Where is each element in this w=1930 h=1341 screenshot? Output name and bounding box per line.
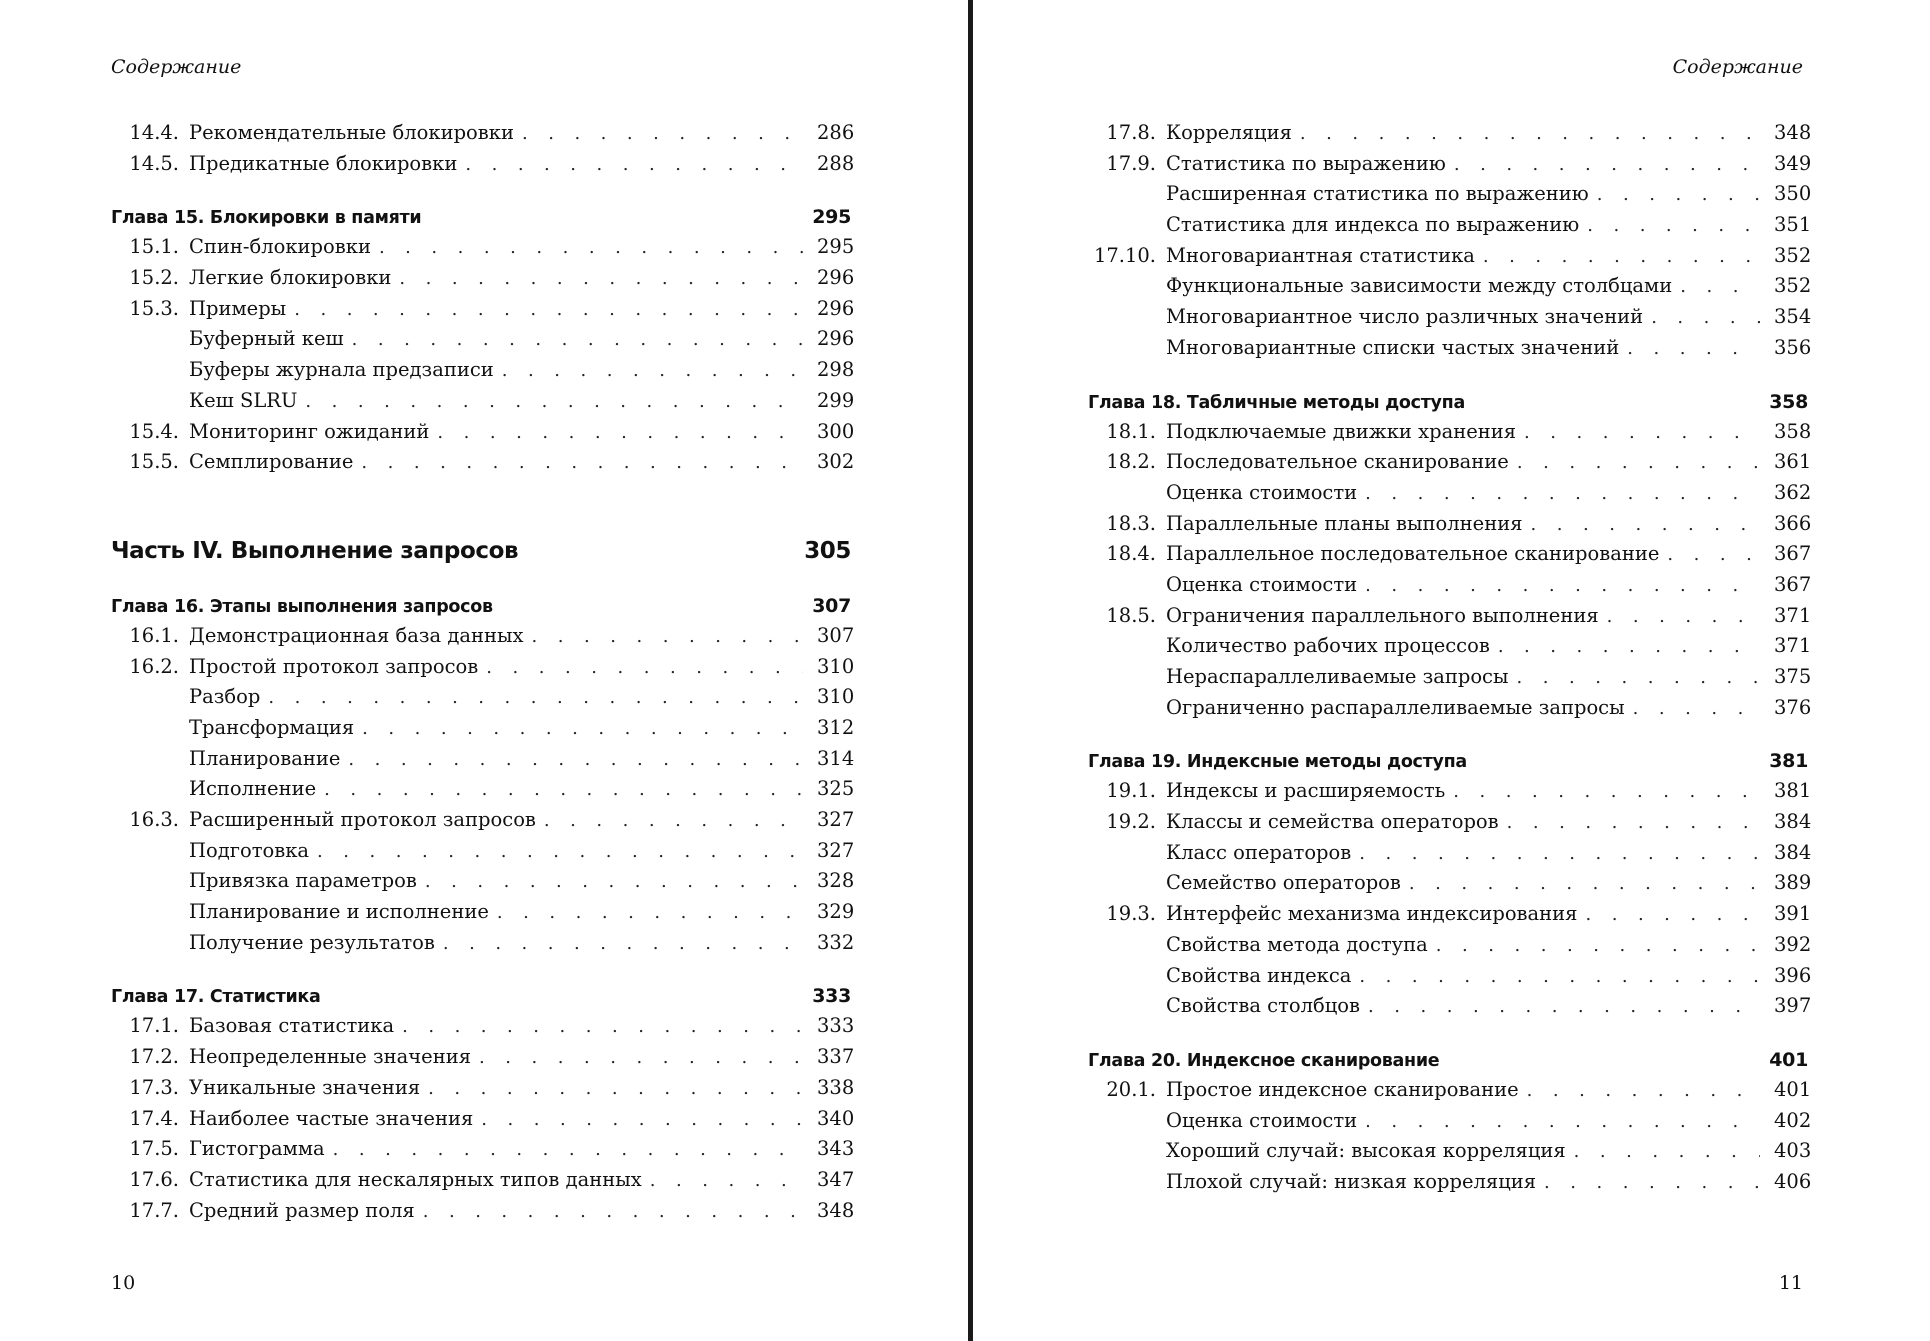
entry-page-number: 358 xyxy=(1769,390,1808,413)
dot-leader xyxy=(348,745,803,776)
toc-entry xyxy=(111,149,855,180)
dot-leader xyxy=(1359,962,1760,993)
entry-title: Получение результатов xyxy=(189,930,435,954)
entry-page-number: 384 xyxy=(1774,810,1812,834)
entry-title: Разбор xyxy=(189,685,261,709)
entry-number: 17.7. xyxy=(129,1198,179,1222)
toc-subentry xyxy=(1088,333,1812,364)
entry-page-number: 296 xyxy=(817,296,855,320)
entry-page-number: 348 xyxy=(1774,121,1812,144)
dot-leader xyxy=(1597,180,1760,211)
toc-subentry xyxy=(111,774,855,805)
entry-page-number: 354 xyxy=(1774,305,1812,329)
toc-entry xyxy=(1088,241,1812,272)
dot-leader xyxy=(1368,992,1760,1023)
entry-title: Неопределенные значения xyxy=(189,1045,472,1069)
entry-page-number: 356 xyxy=(1774,335,1812,359)
entry-number: 20.1. xyxy=(1106,1077,1156,1101)
entry-number: 14.4. xyxy=(129,121,179,144)
entry-page-number: 396 xyxy=(1774,963,1812,987)
entry-page-number: 352 xyxy=(1774,243,1812,267)
entry-page-number: 296 xyxy=(817,266,855,290)
dot-leader xyxy=(486,653,803,684)
entry-title: Оценка стоимости xyxy=(1166,480,1358,504)
dot-leader xyxy=(531,622,803,653)
dot-leader xyxy=(305,387,803,418)
entry-page-number: 381 xyxy=(1769,750,1808,773)
entry-title: Параллельные планы выполнения xyxy=(1166,511,1523,535)
entry-page-number: 298 xyxy=(817,358,855,382)
entry-number: 16.2. xyxy=(129,654,179,678)
dot-leader xyxy=(443,929,803,960)
dot-leader xyxy=(1667,540,1760,571)
toc-subentry xyxy=(1088,570,1812,601)
dot-leader xyxy=(1607,602,1760,633)
dot-leader xyxy=(428,1074,803,1105)
dot-leader xyxy=(268,683,803,714)
entry-number: 17.3. xyxy=(129,1075,179,1099)
dot-leader xyxy=(333,1135,803,1166)
entry-page-number: 286 xyxy=(817,121,855,144)
dot-leader xyxy=(1365,571,1760,602)
entry-page-number: 367 xyxy=(1774,572,1812,596)
entry-title: Наиболее частые значения xyxy=(189,1106,474,1130)
toc-entry xyxy=(111,1165,855,1196)
dot-leader xyxy=(1633,694,1760,725)
entry-title: Мониторинг ожиданий xyxy=(189,419,430,443)
entry-page-number: 300 xyxy=(817,419,855,443)
entry-title: Простое индексное сканирование xyxy=(1166,1077,1519,1101)
chapter-heading xyxy=(111,202,851,232)
dot-leader xyxy=(1359,839,1760,870)
dot-leader xyxy=(1365,1107,1760,1138)
dot-leader xyxy=(481,1105,803,1136)
entry-page-number: 343 xyxy=(817,1137,855,1161)
entry-title: Буферы журнала предзаписи xyxy=(189,358,494,382)
entry-title: Демонстрационная база данных xyxy=(189,623,524,647)
entry-number: 18.3. xyxy=(1106,511,1156,535)
entry-title: Кеш SLRU xyxy=(189,388,298,412)
entry-page-number: 314 xyxy=(817,746,855,770)
entry-page-number: 391 xyxy=(1774,902,1812,926)
dot-leader xyxy=(317,837,803,868)
dot-leader xyxy=(1409,869,1760,900)
dot-leader xyxy=(379,233,803,264)
chapter-heading xyxy=(1088,746,1808,776)
entry-title: Плохой случай: низкая корреляция xyxy=(1166,1169,1537,1193)
entry-number: 16.3. xyxy=(129,808,179,831)
entry-title: Примеры xyxy=(189,296,287,320)
gutter-divider xyxy=(968,0,973,1341)
dot-leader xyxy=(1531,510,1761,541)
toc-subentry xyxy=(111,836,855,867)
entry-number: 17.10. xyxy=(1093,243,1156,267)
toc-entry xyxy=(1088,539,1812,570)
entry-page-number: 333 xyxy=(817,1014,855,1038)
entry-title: Часть IV. Выполнение запросов xyxy=(111,537,519,564)
entry-number: 15.4. xyxy=(129,419,179,443)
toc-subentry xyxy=(1088,302,1812,333)
part-heading xyxy=(111,534,851,568)
dot-leader xyxy=(399,264,803,295)
entry-title: Предикатные блокировки xyxy=(189,151,458,175)
entry-title: Планирование и исполнение xyxy=(189,900,489,924)
entry-number: 15.1. xyxy=(129,235,179,259)
entry-page-number: 295 xyxy=(817,235,855,259)
dot-leader xyxy=(352,325,803,356)
entry-page-number: 295 xyxy=(812,206,851,229)
page-number: 11 xyxy=(1778,1272,1803,1294)
entry-title: Гистограмма xyxy=(189,1137,325,1161)
entry-number: 16.1. xyxy=(129,623,179,647)
entry-page-number: 348 xyxy=(817,1198,855,1222)
toc-entry xyxy=(111,118,855,149)
toc-subentry xyxy=(1088,868,1812,899)
entry-title: Хороший случай: высокая корреляция xyxy=(1166,1139,1566,1163)
toc-entry xyxy=(1088,899,1812,930)
toc-subentry xyxy=(1088,179,1812,210)
entry-page-number: 403 xyxy=(1774,1139,1812,1163)
entry-page-number: 299 xyxy=(817,388,855,412)
dot-leader xyxy=(1436,931,1760,962)
dot-leader xyxy=(1524,418,1760,449)
entry-number: 14.5. xyxy=(129,151,179,175)
entry-number: 18.5. xyxy=(1106,603,1156,627)
entry-title: Спин-блокировки xyxy=(189,235,371,259)
entry-page-number: 392 xyxy=(1774,932,1812,956)
entry-page-number: 376 xyxy=(1774,695,1812,719)
chapter-heading xyxy=(1088,387,1808,417)
entry-page-number: 358 xyxy=(1774,419,1812,443)
toc-entry xyxy=(1088,601,1812,632)
toc-entry xyxy=(111,1042,855,1073)
right-page xyxy=(975,0,1930,1341)
entry-number: 18.1. xyxy=(1106,419,1156,443)
entry-title: Многовариантное число различных значений xyxy=(1166,305,1644,329)
dot-leader xyxy=(1507,808,1760,839)
dot-leader xyxy=(1498,632,1760,663)
dot-leader xyxy=(423,1197,803,1228)
entry-number: 19.1. xyxy=(1106,779,1156,803)
dot-leader xyxy=(361,448,803,479)
dot-leader xyxy=(650,1166,803,1197)
entry-page-number: 402 xyxy=(1774,1108,1812,1132)
toc-entry xyxy=(111,417,855,448)
entry-page-number: 325 xyxy=(817,777,855,801)
dot-leader xyxy=(425,867,803,898)
toc-entry xyxy=(1088,118,1812,149)
toc-subentry xyxy=(1088,631,1812,662)
entry-page-number: 296 xyxy=(817,327,855,351)
toc-subentry xyxy=(1088,478,1812,509)
toc-subentry xyxy=(1088,662,1812,693)
toc-entry xyxy=(111,294,855,325)
entry-page-number: 375 xyxy=(1774,665,1812,688)
entry-title: Ограниченно распараллеливаемые запросы xyxy=(1166,695,1625,719)
entry-number: 18.2. xyxy=(1106,450,1156,474)
entry-page-number: 384 xyxy=(1774,840,1812,864)
dot-leader xyxy=(362,714,803,745)
entry-number: 15.3. xyxy=(129,296,179,320)
entry-page-number: 349 xyxy=(1774,151,1812,175)
entry-page-number: 310 xyxy=(817,654,855,678)
entry-page-number: 389 xyxy=(1774,871,1812,895)
entry-page-number: 397 xyxy=(1774,994,1812,1018)
dot-leader xyxy=(402,1012,803,1043)
entry-number: 19.3. xyxy=(1106,902,1156,926)
entry-title: Семейство операторов xyxy=(1166,871,1401,895)
toc-entry xyxy=(111,1104,855,1135)
toc-subentry xyxy=(1088,991,1812,1022)
entry-page-number: 338 xyxy=(817,1075,855,1099)
entry-title: Уникальные значения xyxy=(189,1075,421,1099)
toc-entry xyxy=(111,805,855,836)
dot-leader xyxy=(324,775,803,806)
entry-title: Интерфейс механизма индексирования xyxy=(1166,902,1578,926)
toc-entry xyxy=(111,1073,855,1104)
toc-subentry xyxy=(111,928,855,959)
dot-leader xyxy=(497,898,803,929)
entry-title: Буферный кеш xyxy=(189,327,344,351)
entry-title: Базовая статистика xyxy=(189,1014,395,1038)
toc-entry xyxy=(1088,417,1812,448)
entry-title: Глава 18. Табличные методы доступа xyxy=(1088,392,1465,413)
entry-title: Средний размер поля xyxy=(189,1198,415,1222)
entry-title: Подключаемые движки хранения xyxy=(1166,419,1517,443)
toc-subentry xyxy=(1088,1136,1812,1167)
toc-subentry xyxy=(1088,693,1812,724)
entry-number: 17.1. xyxy=(129,1014,179,1038)
dot-leader xyxy=(1585,900,1760,931)
toc-subentry xyxy=(1088,210,1812,241)
dot-leader xyxy=(1527,1076,1760,1107)
dot-leader xyxy=(1517,663,1761,694)
dot-leader xyxy=(522,119,803,150)
entry-title: Легкие блокировки xyxy=(189,266,392,290)
entry-number: 17.5. xyxy=(129,1137,179,1161)
dot-leader xyxy=(479,1043,803,1074)
entry-page-number: 302 xyxy=(817,450,855,474)
dot-leader xyxy=(1517,448,1760,479)
entry-title: Глава 19. Индексные методы доступа xyxy=(1088,752,1467,773)
toc-entry xyxy=(1088,1075,1812,1106)
toc-subentry xyxy=(111,866,855,897)
entry-page-number: 340 xyxy=(817,1106,855,1130)
dot-leader xyxy=(1627,334,1760,365)
entry-page-number: 351 xyxy=(1774,213,1812,237)
toc-subentry xyxy=(1088,930,1812,961)
toc-entry xyxy=(1088,149,1812,180)
entry-page-number: 307 xyxy=(812,594,851,617)
toc-entry xyxy=(1088,509,1812,540)
entry-title: Нераспараллеливаемые запросы xyxy=(1166,665,1509,688)
entry-title: Глава 16. Этапы выполнения запросов xyxy=(111,596,493,617)
toc-entry xyxy=(111,652,855,683)
dot-leader xyxy=(1300,119,1760,150)
toc-subentry xyxy=(111,744,855,775)
entry-page-number: 361 xyxy=(1774,450,1812,474)
dot-leader xyxy=(544,806,803,837)
dot-leader xyxy=(1454,150,1760,181)
toc-entry xyxy=(111,1011,855,1042)
entry-page-number: 288 xyxy=(817,151,855,175)
entry-title: Семплирование xyxy=(189,450,354,474)
entry-number: 17.9. xyxy=(1106,151,1156,175)
entry-title: Параллельное последовательное сканирование xyxy=(1166,542,1660,566)
entry-page-number: 366 xyxy=(1774,511,1812,535)
toc-entry xyxy=(111,447,855,478)
entry-number: 18.4. xyxy=(1106,542,1156,566)
toc-subentry xyxy=(1088,838,1812,869)
dot-leader xyxy=(1574,1137,1760,1168)
chapter-heading xyxy=(111,591,851,621)
running-head: Содержание xyxy=(1672,56,1803,78)
entry-title: Свойства столбцов xyxy=(1166,994,1360,1018)
entry-page-number: 327 xyxy=(817,808,855,831)
entry-title: Последовательное сканирование xyxy=(1166,450,1509,474)
toc-subentry xyxy=(1088,271,1812,302)
dot-leader xyxy=(1483,242,1760,273)
toc-subentry xyxy=(111,386,855,417)
toc-subentry xyxy=(1088,1106,1812,1137)
entry-page-number: 312 xyxy=(817,715,855,739)
chapter-heading xyxy=(111,981,851,1011)
entry-number: 19.2. xyxy=(1106,810,1156,834)
entry-number: 15.5. xyxy=(129,450,179,474)
dot-leader xyxy=(1680,272,1760,303)
page-number: 10 xyxy=(111,1272,136,1294)
entry-page-number: 381 xyxy=(1774,779,1812,803)
chapter-heading xyxy=(1088,1045,1808,1075)
entry-page-number: 333 xyxy=(812,985,851,1008)
entry-page-number: 332 xyxy=(817,930,855,954)
entry-page-number: 406 xyxy=(1774,1169,1812,1193)
entry-number: 17.8. xyxy=(1106,121,1156,144)
toc-entry xyxy=(111,263,855,294)
entry-title: Глава 17. Статистика xyxy=(111,987,321,1008)
entry-page-number: 347 xyxy=(817,1167,855,1191)
entry-title: Глава 15. Блокировки в памяти xyxy=(111,208,422,229)
toc-entry xyxy=(111,1196,855,1227)
toc-entry xyxy=(1088,807,1812,838)
entry-number: 17.6. xyxy=(129,1167,179,1191)
entry-title: Оценка стоимости xyxy=(1166,1108,1358,1132)
running-head: Содержание xyxy=(111,56,242,78)
entry-title: Глава 20. Индексное сканирование xyxy=(1088,1050,1440,1071)
entry-page-number: 310 xyxy=(817,685,855,709)
entry-title: Подготовка xyxy=(189,838,310,862)
entry-title: Количество рабочих процессов xyxy=(1166,634,1490,658)
entry-page-number: 305 xyxy=(804,537,851,564)
entry-number: 17.4. xyxy=(129,1106,179,1130)
entry-title: Статистика для нескалярных типов данных xyxy=(189,1167,642,1191)
entry-page-number: 352 xyxy=(1774,274,1812,298)
toc-entry xyxy=(111,232,855,263)
dot-leader xyxy=(1587,211,1760,242)
dot-leader xyxy=(1453,777,1760,808)
toc-subentry xyxy=(1088,961,1812,992)
toc-subentry xyxy=(111,897,855,928)
toc-subentry xyxy=(111,682,855,713)
entry-title: Корреляция xyxy=(1166,121,1292,144)
dot-leader xyxy=(465,150,803,181)
entry-number: 15.2. xyxy=(129,266,179,290)
entry-page-number: 350 xyxy=(1774,182,1812,206)
dot-leader xyxy=(294,295,803,326)
entry-page-number: 307 xyxy=(817,623,855,647)
entry-page-number: 329 xyxy=(817,900,855,924)
entry-title: Функциональные зависимости между столбцами xyxy=(1166,274,1673,298)
entry-page-number: 401 xyxy=(1769,1048,1808,1071)
toc-subentry xyxy=(111,324,855,355)
entry-title: Привязка параметров xyxy=(189,869,417,893)
entry-title: Индексы и расширяемость xyxy=(1166,779,1446,803)
entry-page-number: 337 xyxy=(817,1045,855,1069)
entry-title: Классы и семейства операторов xyxy=(1166,810,1499,834)
entry-title: Рекомендательные блокировки xyxy=(189,121,514,144)
entry-page-number: 401 xyxy=(1774,1077,1812,1101)
entry-page-number: 328 xyxy=(817,869,855,893)
entry-title: Свойства метода доступа xyxy=(1166,932,1428,956)
toc-entry xyxy=(111,621,855,652)
entry-title: Статистика по выражению xyxy=(1166,151,1446,175)
entry-title: Расширенный протокол запросов xyxy=(189,808,536,831)
dot-leader xyxy=(502,356,803,387)
entry-page-number: 327 xyxy=(817,838,855,862)
toc-entry xyxy=(1088,776,1812,807)
entry-page-number: 371 xyxy=(1774,603,1812,627)
toc-subentry xyxy=(1088,1167,1812,1198)
dot-leader xyxy=(1544,1168,1760,1199)
entry-title: Свойства индекса xyxy=(1166,963,1352,987)
toc-entry xyxy=(111,1134,855,1165)
entry-page-number: 362 xyxy=(1774,480,1812,504)
entry-title: Многовариантная статистика xyxy=(1166,243,1475,267)
dot-leader xyxy=(437,418,803,449)
entry-title: Статистика для индекса по выражению xyxy=(1166,213,1580,237)
entry-title: Многовариантные списки частых значений xyxy=(1166,335,1620,359)
entry-title: Исполнение xyxy=(189,777,317,801)
toc-entries-left xyxy=(111,118,855,1226)
dot-leader xyxy=(1365,479,1760,510)
dot-leader xyxy=(1651,303,1760,334)
entry-title: Планирование xyxy=(189,746,341,770)
entry-title: Расширенная статистика по выражению xyxy=(1166,182,1589,206)
entry-title: Класс операторов xyxy=(1166,840,1352,864)
entry-page-number: 367 xyxy=(1774,542,1812,566)
toc-subentry xyxy=(111,355,855,386)
toc-entries-right xyxy=(1088,118,1812,1198)
entry-number: 17.2. xyxy=(129,1045,179,1069)
entry-title: Простой протокол запросов xyxy=(189,654,479,678)
entry-title: Оценка стоимости xyxy=(1166,572,1358,596)
toc-entry xyxy=(1088,447,1812,478)
entry-title: Трансформация xyxy=(189,715,355,739)
entry-page-number: 371 xyxy=(1774,634,1812,658)
toc-subentry xyxy=(111,713,855,744)
entry-title: Ограничения параллельного выполнения xyxy=(1166,603,1599,627)
